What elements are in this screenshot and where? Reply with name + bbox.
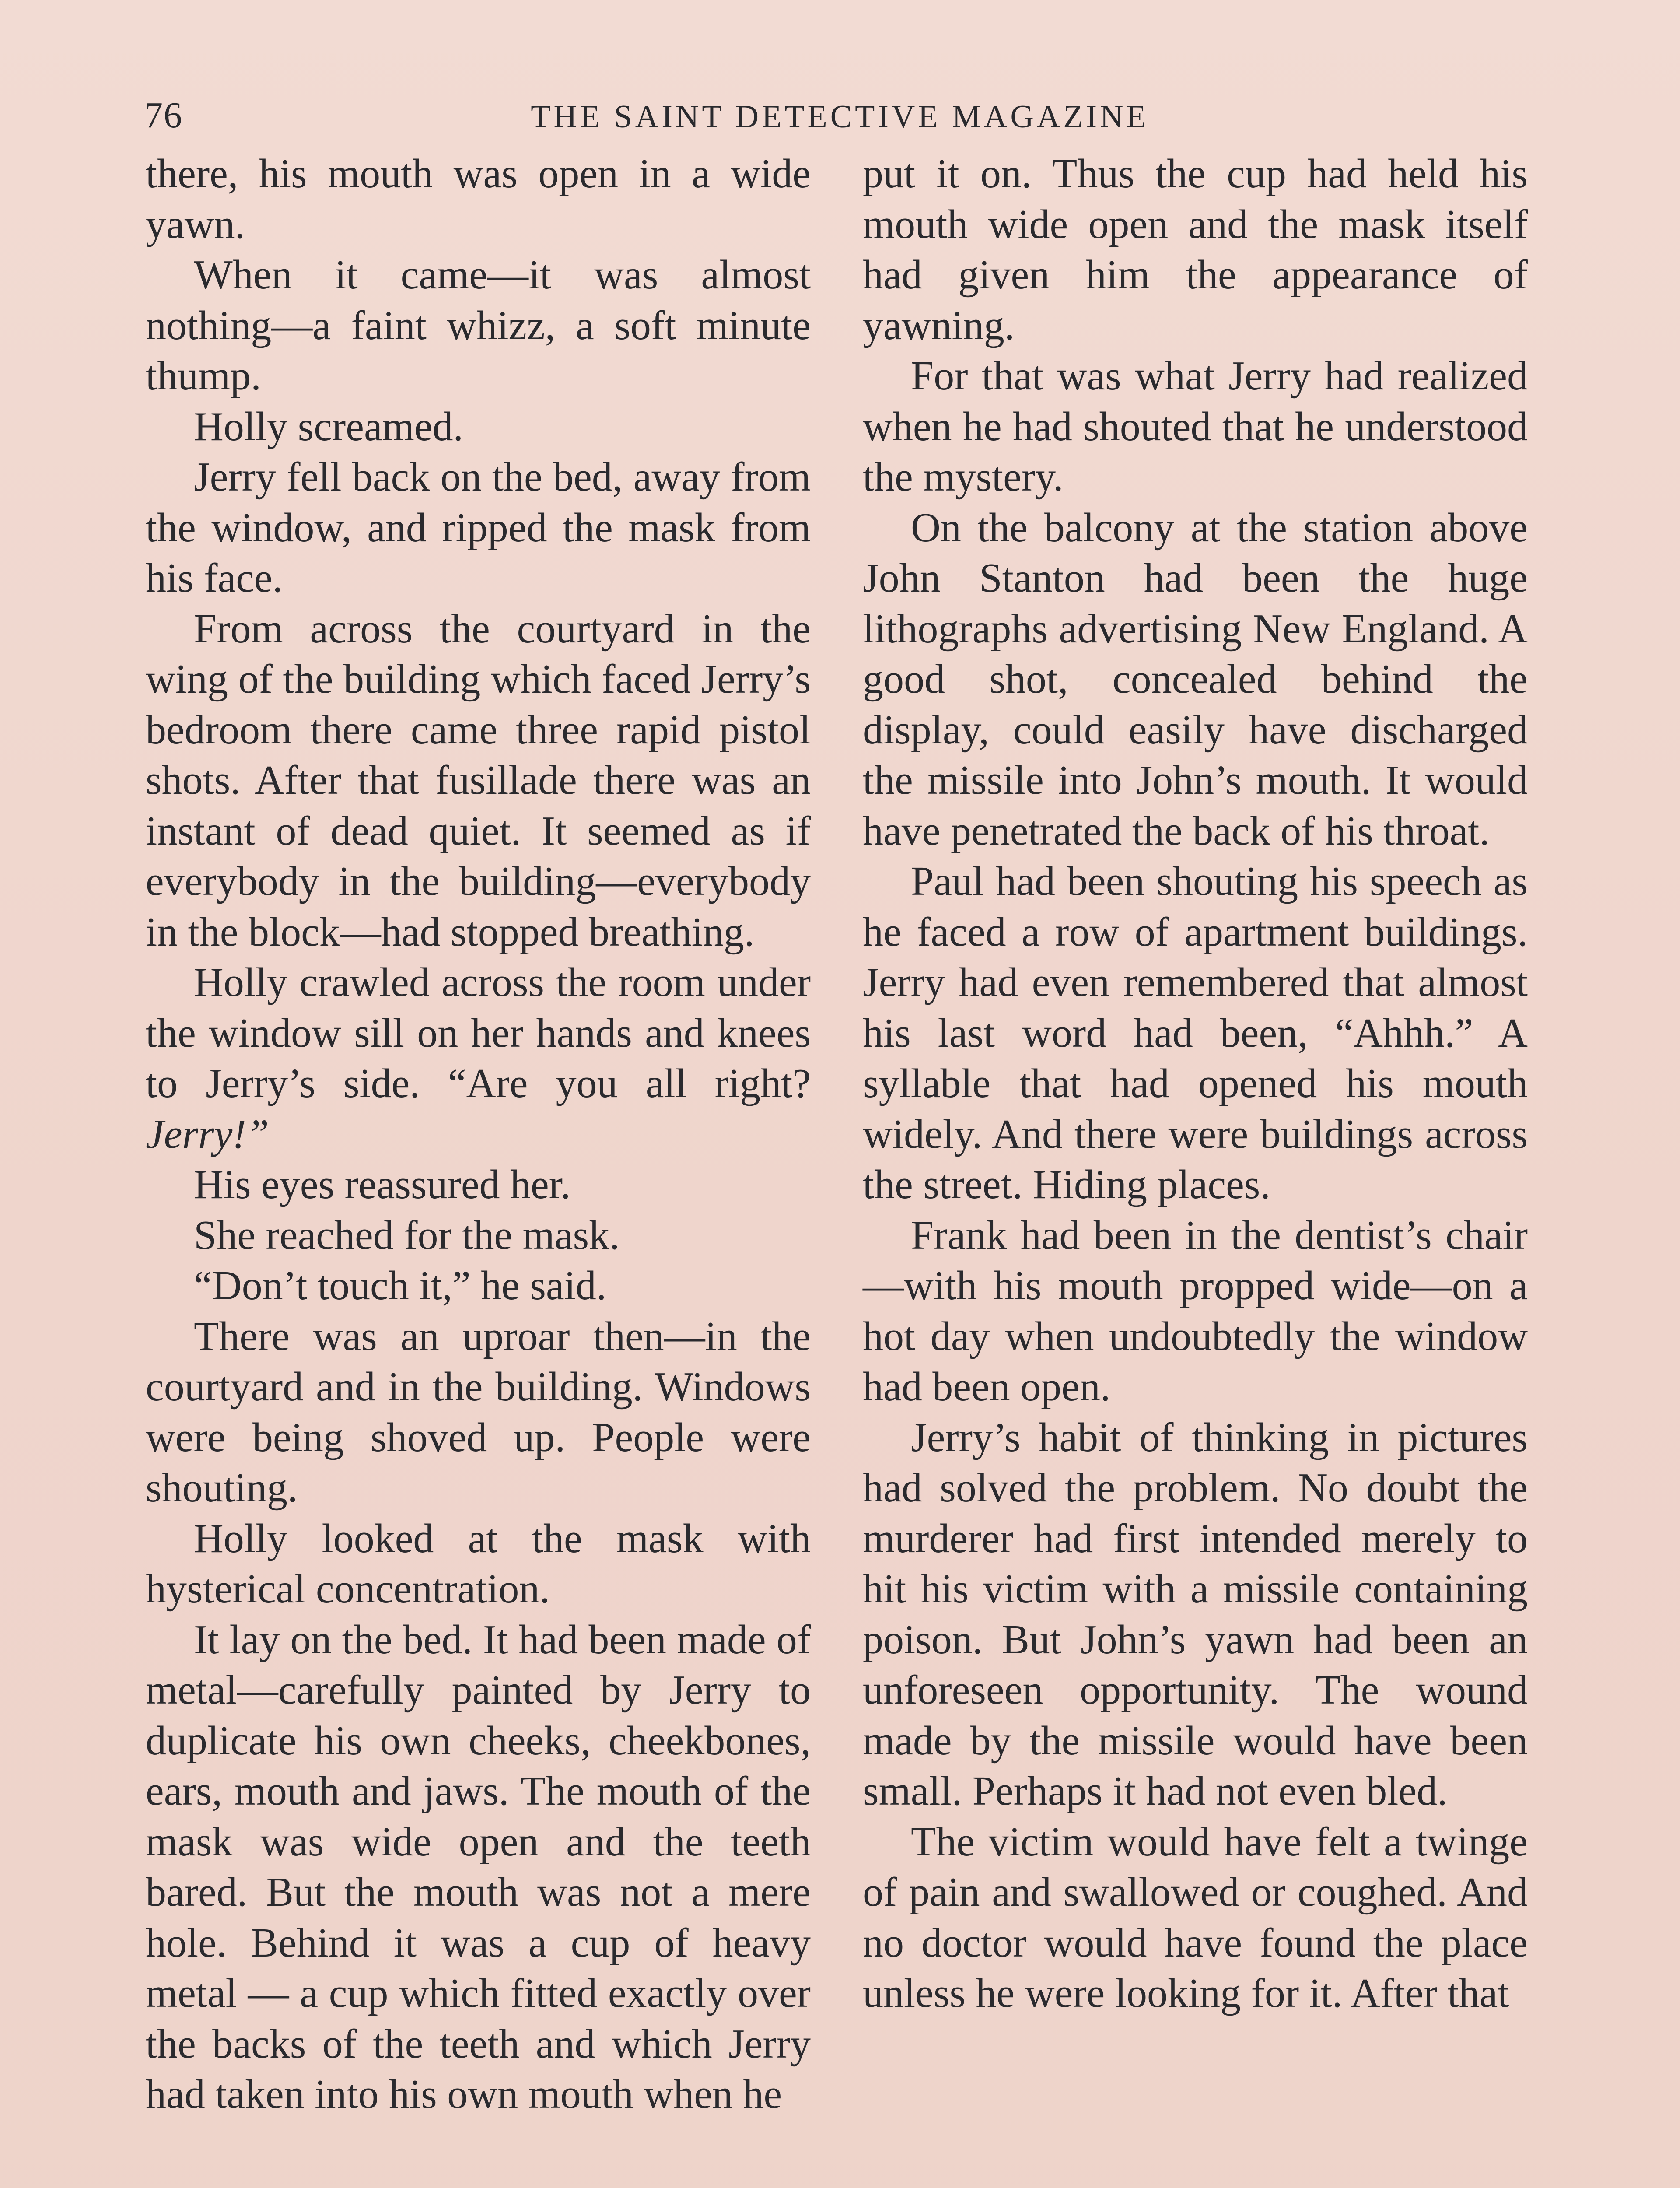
paragraph: “Don’t touch it,” he said. <box>194 1263 607 1308</box>
paragraph: She reached for the mask. <box>194 1212 620 1258</box>
paragraph: It lay on the bed. It had been made of metal—carefully painted by Jerry to duplicate his own cheeks, cheekbones, ears, mouth and jaws. The mouth of the mask was wide open and the teeth bared. But the mouth was not a mere hole. Behind it was a cup of heavy metal — a cup which fitted exactly over the backs of the teeth and which Jerry had taken into his own mouth when he <box>146 1616 811 2117</box>
paragraph: Jerry fell back on the bed, away from the window, and ripped the mask from his face. <box>146 454 811 601</box>
paragraph: Holly screamed. <box>194 403 464 449</box>
running-title: THE SAINT DETECTIVE MAGAZINE <box>531 99 1149 135</box>
paragraph: Frank had been in the dentist’s chair—with his mouth propped wide—on a hot day when undoubtedly the window had been open. <box>863 1212 1528 1410</box>
paragraph: Holly looked at the mask with hysterical concentration. <box>146 1515 811 1612</box>
paragraph: The victim would have felt a twinge of pain and swallowed or coughed. And no doctor would have found the place unless he were looking for it. After that <box>863 1819 1528 2016</box>
page-header <box>144 94 1536 142</box>
paragraph: For that was what Jerry had realized when he had shouted that he understood the mystery. <box>863 353 1528 500</box>
paragraph: put it on. Thus the cup had held his mouth wide open and the mask itself had given him the appearance of yawning. <box>863 151 1528 348</box>
paragraph: Holly crawled across the room under the window sill on her hands and knees to Jerry’s side. “Are you all right? Jerry!” <box>146 960 811 1157</box>
page-number: 76 <box>144 95 183 136</box>
paragraph: On the balcony at the station above John Stanton had been the huge lithographs advertising New England. A good shot, concealed behind the display, could easily have discharged the missile into John’s mouth. It would have penetrated the back of his throat. <box>863 505 1528 854</box>
left-column <box>146 149 811 2120</box>
paragraph: From across the courtyard in the wing of the building which faced Jerry’s bedroom there came three rapid pistol shots. After that fusillade there was an instant of dead quiet. It seemed as if everybody in the building—everybody in the block—had stopped breathing. <box>146 606 811 955</box>
paragraph: there, his mouth was open in a wide yawn. <box>146 151 811 247</box>
right-column <box>863 149 1528 2019</box>
paragraph: When it came—it was almost nothing—a faint whizz, a soft minute thump. <box>146 252 811 399</box>
paragraph: Jerry’s habit of thinking in pictures had solved the problem. No doubt the murderer had first intended merely to hit his victim with a missile containing poison. But John’s yawn had been an unforeseen opportunity. The wound made by the missile would have been small. Perhaps it had not even bled. <box>863 1414 1528 1814</box>
paragraph: His eyes reassured her. <box>194 1162 571 1207</box>
paragraph: Paul had been shouting his speech as he faced a row of apartment buildings. Jerry had even remembered that almost his last word had been, “Ahhh.” A syllable that had opened his mouth widely. And there were buildings across the street. Hiding places. <box>863 859 1528 1207</box>
paragraph: There was an uproar then—in the courtyard and in the building. Windows were being shoved up. People were shouting. <box>146 1313 811 1511</box>
